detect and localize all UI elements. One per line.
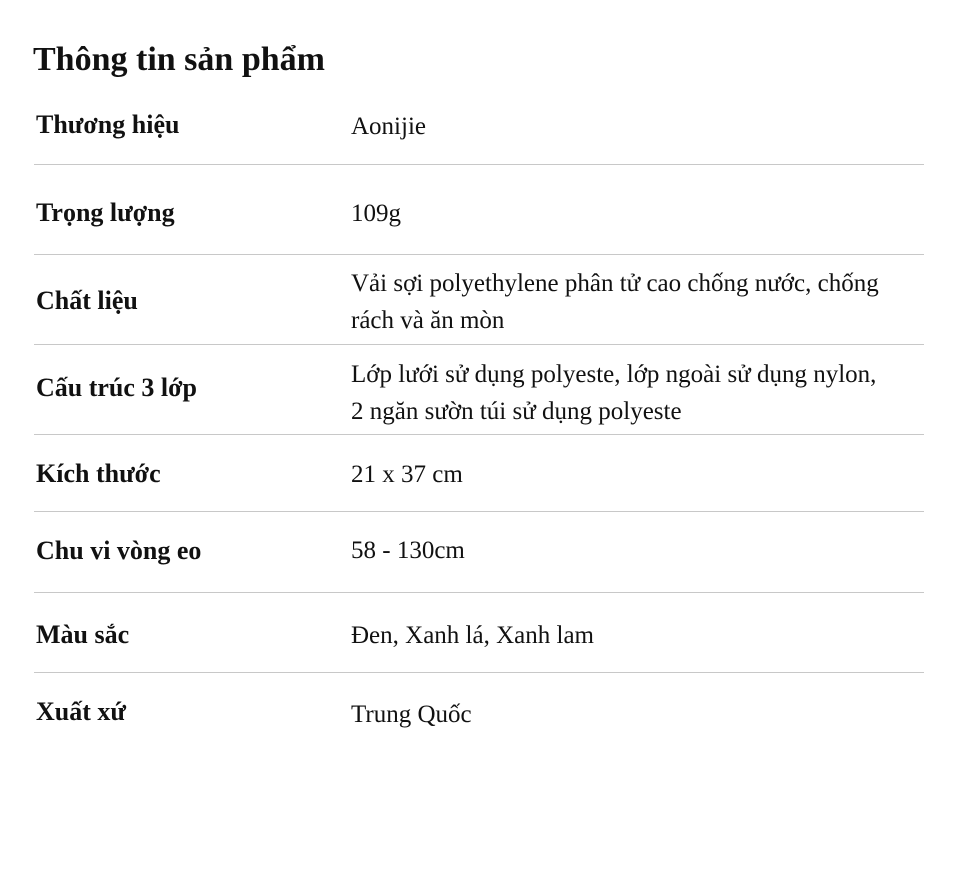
spec-label: Chất liệu <box>36 286 138 315</box>
page-title: Thông tin sản phẩm <box>33 41 325 78</box>
spec-label: Chu vi vòng eo <box>36 536 202 565</box>
spec-value-line: 2 ngăn sườn túi sử dụng polyeste <box>351 398 682 425</box>
spec-value <box>351 696 951 733</box>
spec-value <box>351 265 951 339</box>
spec-label: Trọng lượng <box>36 198 175 227</box>
spec-value-line: 109g <box>351 200 401 227</box>
spec-value <box>351 532 951 569</box>
spec-value-line: Lớp lưới sử dụng polyeste, lớp ngoài sử dụng nylon, <box>351 361 877 388</box>
spec-label: Màu sắc <box>36 620 130 649</box>
spec-value-line: Đen, Xanh lá, Xanh lam <box>351 622 594 649</box>
row-divider <box>34 434 924 435</box>
spec-value <box>351 617 951 654</box>
spec-value-line: Vải sợi polyethylene phân tử cao chống nước, chống <box>351 270 879 297</box>
spec-label: Xuất xứ <box>36 697 126 726</box>
spec-value <box>351 456 951 493</box>
row-divider <box>34 672 924 673</box>
row-divider <box>34 592 924 593</box>
spec-value-line: Aonijie <box>351 113 426 140</box>
spec-value-line: 21 x 37 cm <box>351 461 463 488</box>
spec-value-line: 58 - 130cm <box>351 537 465 564</box>
spec-value-line: rách và ăn mòn <box>351 307 505 334</box>
row-divider <box>34 254 924 255</box>
row-divider <box>34 511 924 512</box>
spec-value <box>351 108 951 145</box>
spec-label: Thương hiệu <box>36 110 180 139</box>
spec-value-line: Trung Quốc <box>351 701 472 728</box>
spec-value <box>351 356 951 430</box>
spec-label: Cấu trúc 3 lớp <box>36 373 198 402</box>
row-divider <box>34 164 924 165</box>
spec-label: Kích thước <box>36 459 161 488</box>
spec-value <box>351 195 951 232</box>
row-divider <box>34 344 924 345</box>
